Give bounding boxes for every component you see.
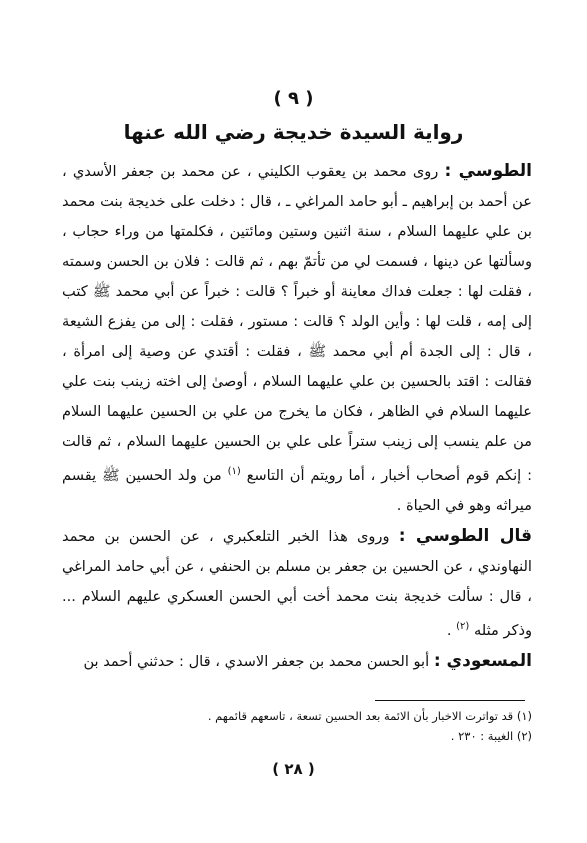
page-number: ( ٢٨ )	[272, 760, 315, 778]
paragraph-masudi	[62, 646, 532, 677]
paragraph-text: أبو الحسن محمد بن جعفر الاسدي ، قال : حدثني أحمد بن	[83, 652, 430, 670]
paragraph-tusi	[62, 156, 532, 521]
footnote-ref-2: (٢)	[456, 620, 470, 632]
paragraph-lead: قال الطوسي :	[398, 525, 532, 546]
footnote-1: (١) قد تواترت الاخبار بأن الائمة بعد الحسين تسعة ، تاسعهم قائمهم .	[207, 709, 532, 723]
paragraph-lead: المسعودي :	[433, 650, 532, 671]
footnotes	[62, 706, 532, 746]
paragraph-text: وروى هذا الخبر التلعكبري ، عن الحسن بن محمد النهاوندي ، عن الحسين بن جعفر بن مسلم بن الحنفي ، عن أبي حامد المراغي ، قال : سألت خديجة بنت محمد أخت أبي الحسن العسكري عليهم السلام ... وذكر مثله	[62, 527, 532, 639]
paragraph-text: روى محمد بن يعقوب الكليني ، عن محمد بن جعفر الأسدي ، عن أحمد بن إبراهيم ـ أبو حامد المراغي ـ ، قال : دخلت على خديجة بنت محمد بن علي عليهما السلام ، سنة اثنين وستين ومائتين ، فكلمتها من وراء حجاب ، وسألتها عن دينها ، فسمت لي من تأتمّ بهم ، ثم قالت : فلان بن الحسن وسمته ، فقلت لها : جعلت فداك معاينة أو خبراً ؟ قالت : خبراً عن أبي محمد ﷺ كتب إلى إمه ، قلت لها : وأين الولد ؟ قالت : مستور ، فقلت : إلى من يفزع الشيعة ، قال : إلى الجدة أم أبي محمد ﷺ ، فقلت : أقتدي عن وصية إلى امرأة ، فقالت : اقتد بالحسين بن علي عليهما السلام ، أوصىٰ إلى اخته زينب بنت علي عليهما السلام في الظاهر ، فكان ما يخرج من علي بن الحسين عليهما السلام من علم ينسب إلى زينب ستراً على علي بن الحسين عليهما السلام ، ثم قالت : إنكم قوم أصحاب أخبار ، أما رويتم أن التاسع	[62, 163, 532, 484]
footnote-2: (٢) الغيبة : ٢٣٠ .	[450, 729, 532, 743]
chapter-number: ( ٩ )	[273, 88, 314, 109]
section-title: رواية السيدة خديجة رضي الله عنها	[123, 120, 464, 144]
paragraph-lead: الطوسي :	[444, 161, 533, 181]
footnote-divider	[375, 700, 525, 701]
body-text	[62, 156, 532, 677]
paragraph-text-after: من ولد الحسين ﷺ يقسم ميراثه وهو في الحياة .	[62, 466, 532, 514]
footnote-ref-1: (١)	[227, 466, 241, 477]
paragraph-text-after: .	[446, 621, 452, 639]
paragraph-qal-tusi	[62, 521, 532, 646]
